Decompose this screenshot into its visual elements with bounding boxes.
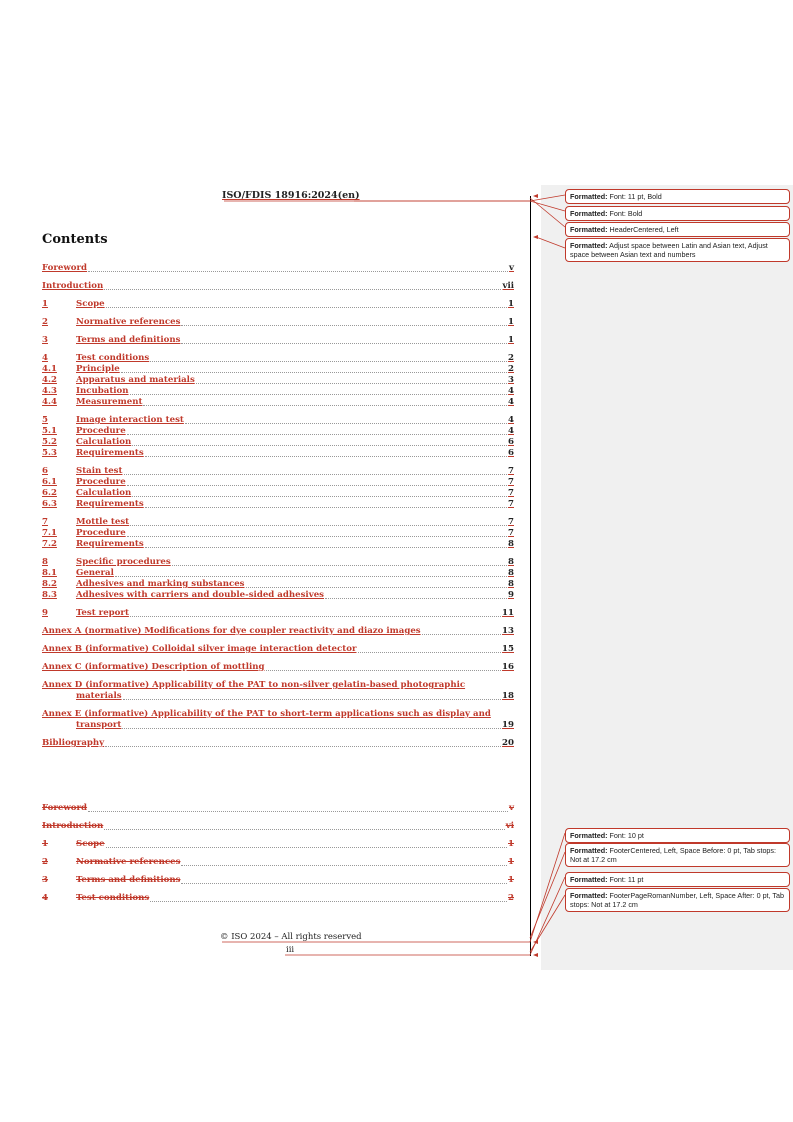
toc-entry-page: 2 xyxy=(508,353,514,363)
toc-entry-page: 15 xyxy=(502,644,514,654)
toc-entry-number: 7 xyxy=(42,517,48,527)
footer-copyright: © ISO 2024 – All rights reserved xyxy=(220,932,362,942)
toc-entry-page: 3 xyxy=(508,375,514,385)
toc-entry-number: 7.2 xyxy=(42,539,57,549)
toc-annex-title-continued: materials xyxy=(76,691,122,701)
toc-entry-number: 6.2 xyxy=(42,488,57,498)
toc-entry-number: 5.3 xyxy=(42,448,57,458)
toc-entry-title: General xyxy=(76,568,114,578)
toc-entry-title: Measurement xyxy=(76,397,143,407)
contents-title: Contents xyxy=(42,232,108,247)
toc-entry-title: Procedure xyxy=(76,528,126,538)
comment-label: Formatted: xyxy=(570,846,608,855)
toc-entry-page: 11 xyxy=(502,608,514,618)
connector-line xyxy=(285,877,565,955)
toc-annex-title-continued: transport xyxy=(76,720,122,730)
toc-entry-title: Requirements xyxy=(76,539,144,549)
toc-entry-page: 8 xyxy=(508,568,514,578)
toc-entry-title: Adhesives and marking substances xyxy=(76,579,245,589)
toc-entry-page: 1 xyxy=(508,875,514,885)
toc-entry-title: Introduction xyxy=(42,821,104,831)
toc-entry-title: Normative references xyxy=(76,317,181,327)
toc-entry-page: 4 xyxy=(508,415,514,425)
toc-entry-page: vi xyxy=(505,821,514,831)
toc-entry-page: 4 xyxy=(508,426,514,436)
toc-entry-title: Calculation xyxy=(76,488,132,498)
comment-text: FooterPageRomanNumber, Left, Space After: 0 pt, Tab stops: Not at 17.2 cm xyxy=(570,891,785,909)
toc-entry-page: 8 xyxy=(508,539,514,549)
arrow-marker xyxy=(533,194,538,198)
toc-entry-number: 5.2 xyxy=(42,437,57,447)
toc-entry-title: Scope xyxy=(76,299,105,309)
toc-entry-page: 7 xyxy=(508,477,514,487)
toc-entry-page: 9 xyxy=(508,590,514,600)
toc-entry-page: 7 xyxy=(508,488,514,498)
toc-entry-number: 8.3 xyxy=(42,590,57,600)
toc-entry-number: 6 xyxy=(42,466,48,476)
toc-entry-number: 4.3 xyxy=(42,386,57,396)
toc-entry-page: 19 xyxy=(502,720,514,730)
toc-entry-title: Bibliography xyxy=(42,738,105,748)
toc-annex-title: Annex E (informative) Applicability of the PAT to short-term applications such as display and xyxy=(42,709,491,719)
toc-entry-title: Mottle test xyxy=(76,517,130,527)
toc-entry-title: Test report xyxy=(76,608,129,618)
toc-entry-page: 7 xyxy=(508,517,514,527)
toc-entry-page: 20 xyxy=(502,738,514,748)
toc-entry-title: Test conditions xyxy=(76,893,150,903)
toc-entry-page: 7 xyxy=(508,466,514,476)
toc-entry-page: 4 xyxy=(508,386,514,396)
toc-entry-page: 2 xyxy=(508,893,514,903)
toc-entry-title: Requirements xyxy=(76,448,144,458)
connector-line xyxy=(530,852,565,938)
toc-entry-title: Specific procedures xyxy=(76,557,171,567)
toc-entry-page: v xyxy=(509,803,514,813)
toc-entry-page: 7 xyxy=(508,528,514,538)
toc-entry-number: 3 xyxy=(42,335,48,345)
connector-line xyxy=(536,237,565,248)
toc-entry-title: Calculation xyxy=(76,437,132,447)
toc-entry-title: Introduction xyxy=(42,281,104,291)
toc-entry-title: Apparatus and materials xyxy=(76,375,195,385)
toc-entry-page: 13 xyxy=(502,626,514,636)
toc-entry-page: 1 xyxy=(508,839,514,849)
toc-entry-page: 8 xyxy=(508,579,514,589)
toc-entry-title: Test conditions xyxy=(76,353,150,363)
connector-line xyxy=(222,833,565,942)
toc-entry-number: 6.3 xyxy=(42,499,57,509)
toc-entry-page: 1 xyxy=(508,317,514,327)
toc-entry-page: 6 xyxy=(508,448,514,458)
toc-entry-title: Adhesives with carriers and double-sided adhesives xyxy=(76,590,324,600)
comment-label: Formatted: xyxy=(570,891,608,900)
toc-entry-number: 5.1 xyxy=(42,426,57,436)
toc-entry-title: Scope xyxy=(76,839,105,849)
toc-entry-number: 5 xyxy=(42,415,48,425)
toc-entry-page: 1 xyxy=(508,299,514,309)
toc-entry-title: Incubation xyxy=(76,386,129,396)
toc-entry-number: 9 xyxy=(42,608,48,618)
toc-entry-title: Image interaction test xyxy=(76,415,184,425)
toc-entry-page: 8 xyxy=(508,557,514,567)
footer-page-number: iii xyxy=(286,945,295,955)
toc-entry-number: 4 xyxy=(42,353,48,363)
comment-text: HeaderCentered, Left xyxy=(609,225,679,234)
toc-entry-title: Requirements xyxy=(76,499,144,509)
toc-entry-page: 4 xyxy=(508,397,514,407)
toc-entry-number: 7.1 xyxy=(42,528,57,538)
toc-entry-number: 4 xyxy=(42,893,48,903)
toc-entry-number: 2 xyxy=(42,317,48,327)
comment-text: Font: 11 pt xyxy=(609,875,644,884)
toc-entry-title: Terms and definitions xyxy=(76,875,181,885)
comment-text: Adjust space between Latin and Asian text, Adjust space between Asian text and numbers xyxy=(570,241,768,259)
page-header: ISO/FDIS 18916:2024(en) xyxy=(222,190,360,201)
comment-text: Font: 11 pt, Bold xyxy=(609,192,662,201)
toc-entry-title: Foreword xyxy=(42,263,88,273)
connector-line xyxy=(530,895,565,952)
toc-entry-title: Procedure xyxy=(76,426,126,436)
toc-entry-page: 1 xyxy=(508,857,514,867)
toc-annex-title: Annex C (informative) Description of mottling xyxy=(42,662,265,672)
toc-entry-page: 1 xyxy=(508,335,514,345)
toc-annex-title: Annex D (informative) Applicability of the PAT to non-silver gelatin-based photographic xyxy=(42,680,466,690)
connector-line xyxy=(530,198,565,227)
toc-entry-number: 4.2 xyxy=(42,375,57,385)
connector-line xyxy=(354,201,565,211)
comment-text: FooterCentered, Left, Space Before: 0 pt, Tab stops: Not at 17.2 cm xyxy=(570,846,777,864)
comment-label: Formatted: xyxy=(570,209,608,218)
toc-entry-page: 2 xyxy=(508,364,514,374)
toc-entry-number: 1 xyxy=(42,839,48,849)
toc-entry-number: 1 xyxy=(42,299,48,309)
toc-entry-title: Normative references xyxy=(76,857,181,867)
toc-entry-number: 8.2 xyxy=(42,579,57,589)
toc-entry-number: 3 xyxy=(42,875,48,885)
comment-label: Formatted: xyxy=(570,241,608,250)
toc-entry-number: 8.1 xyxy=(42,568,57,578)
toc-annex-title: Annex A (normative) Modifications for dye coupler reactivity and diazo images xyxy=(42,626,421,636)
toc-entry-number: 4.4 xyxy=(42,397,57,407)
toc-entry-page: 18 xyxy=(502,691,514,701)
toc-entry-page: 7 xyxy=(508,499,514,509)
toc-entry-title: Procedure xyxy=(76,477,126,487)
comment-text: Font: 10 pt xyxy=(609,831,644,840)
toc-entry-page: vii xyxy=(502,281,514,291)
arrow-marker xyxy=(533,953,538,957)
comment-label: Formatted: xyxy=(570,192,608,201)
toc-entry-page: 6 xyxy=(508,437,514,447)
toc-entry-title: Terms and definitions xyxy=(76,335,181,345)
connector-line xyxy=(224,195,565,201)
comment-text: Font: Bold xyxy=(609,209,643,218)
toc-entry-title: Stain test xyxy=(76,466,123,476)
comment-label: Formatted: xyxy=(570,831,608,840)
toc-entry-page: 16 xyxy=(502,662,514,672)
toc-entry-number: 2 xyxy=(42,857,48,867)
toc-entry-number: 8 xyxy=(42,557,48,567)
comment-label: Formatted: xyxy=(570,225,608,234)
comment-label: Formatted: xyxy=(570,875,608,884)
toc-entry-number: 4.1 xyxy=(42,364,57,374)
toc-entry-title: Foreword xyxy=(42,803,88,813)
arrow-marker xyxy=(533,235,538,239)
toc-annex-title: Annex B (informative) Colloidal silver image interaction detector xyxy=(42,644,357,654)
toc-entry-title: Principle xyxy=(76,364,120,374)
toc-entry-number: 6.1 xyxy=(42,477,57,487)
toc-entry-page: v xyxy=(509,263,514,273)
